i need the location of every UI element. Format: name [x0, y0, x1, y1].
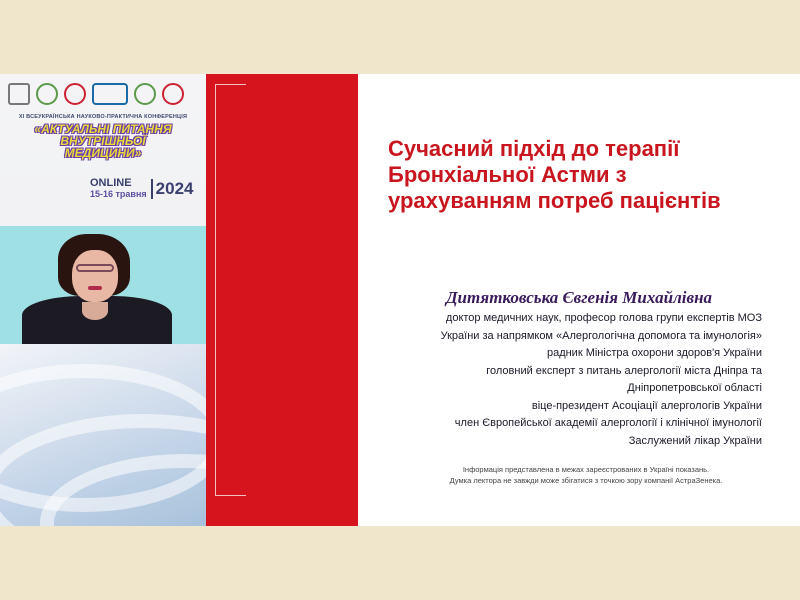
credential-line: головний експерт з питань алергології міста Дніпра та [486, 364, 762, 377]
decorative-background [0, 344, 206, 526]
year-label: 2024 [151, 179, 194, 199]
credential-line: Дніпропетровської області [627, 382, 762, 394]
conference-title-line: ВНУТРІШНЬОЇ [60, 134, 146, 148]
speaker-lips [88, 286, 102, 290]
credential-line: України за напрямком «Алергологічна допомога та імунологія» [440, 329, 762, 342]
logo-organization-icon [92, 83, 128, 105]
speaker-credentials [366, 310, 762, 450]
conference-subtitle: XI ВСЕУКРАЇНСЬКА НАУКОВО-ПРАКТИЧНА КОНФЕРЕНЦІЯ [18, 114, 188, 120]
logo-emblem-icon [36, 83, 58, 105]
logo-institute-icon [8, 83, 30, 105]
video-frame [0, 74, 800, 526]
logo-association-icon [64, 83, 86, 105]
slide-title-line: Бронхіальної Астми з [388, 162, 627, 187]
conference-sidebar [0, 74, 206, 526]
conference-title-line: МЕДИЦИНИ» [64, 146, 142, 160]
credential-line: Заслужений лікар України [628, 434, 762, 447]
conference-date [90, 178, 200, 199]
slide-red-band [206, 74, 358, 526]
disclaimer-line: Інформація представлена в межах зареєстрованих в Україні показань. [462, 465, 710, 474]
disclaimer-line: Думка лектора не завжди може збігатися з точкою зору компанії АстраЗенека. [449, 476, 723, 485]
format-label: ONLINE [90, 177, 132, 189]
slide-title-line: урахуванням потреб пацієнтів [388, 188, 721, 213]
conference-title [10, 123, 196, 159]
logo-partner-icon [162, 83, 184, 105]
credential-line: член Європейської академії алергології і клінічної імунології [454, 417, 762, 429]
credential-line: віце-президент Асоціації алергологів України [531, 399, 762, 412]
disclaimer [426, 464, 746, 486]
conference-title-line: «АКТУАЛЬНІ ПИТАННЯ [34, 122, 172, 136]
slide-title-line: Сучасний підхід до терапії [388, 136, 680, 161]
speaker-glasses [76, 264, 114, 272]
speaker-body [22, 296, 172, 344]
credential-line: радник Міністра охорони здоров'я України [546, 347, 762, 359]
slide-red-outline [215, 84, 246, 496]
speaker-name: Дитятковська Євгенія Михайлівна [445, 288, 713, 307]
sponsor-logos [8, 80, 198, 108]
speaker-face [72, 250, 118, 302]
dates-label: 15-16 травня [90, 189, 147, 199]
slide-title [388, 136, 788, 214]
logo-society-icon [134, 83, 156, 105]
speaker-video [0, 226, 206, 344]
credential-line: доктор медичних наук, професор голова групи експертів МОЗ [445, 312, 762, 324]
presentation-slide [206, 74, 800, 526]
